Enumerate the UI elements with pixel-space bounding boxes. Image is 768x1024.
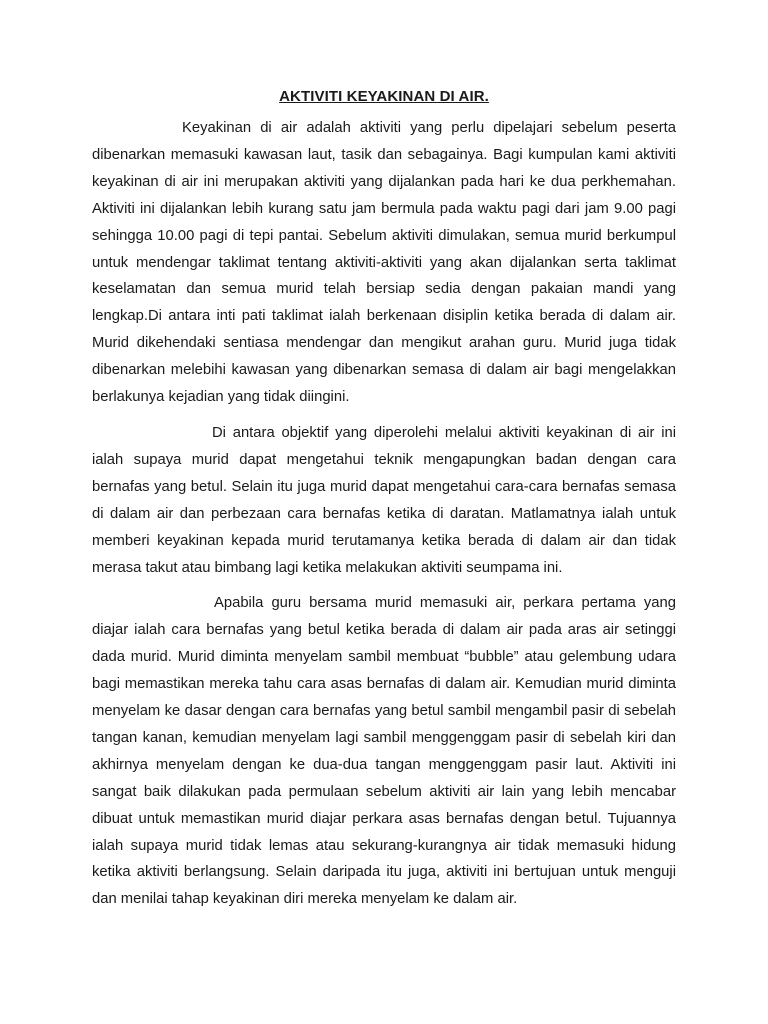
document-title: AKTIVITI KEYAKINAN DI AIR. — [279, 88, 489, 105]
document-page — [92, 88, 676, 922]
paragraph-2: Di antara objektif yang diperolehi melalui aktiviti keyakinan di air ini ialah supaya murid dapat mengetahui teknik mengapungkan badan dengan cara bernafas yang betul. Selain itu juga murid dapat mengetahui cara-cara bernafas semasa di dalam air dan perbezaan cara bernafas ketika di daratan. Matlamatnya ialah untuk memberi keyakinan kepada murid terutamanya ketika berada di dalam air dan tidak merasa takut atau bimbang lagi ketika melakukan aktiviti seumpama ini. — [92, 424, 676, 576]
paragraph-1: Keyakinan di air adalah aktiviti yang perlu dipelajari sebelum peserta dibenarkan memasuki kawasan laut, tasik dan sebagainya. Bagi kumpulan kami aktiviti keyakinan di air ini merupakan aktiviti yang dijalankan pada hari ke dua perkhemahan. Aktiviti ini dijalankan lebih kurang satu jam bermula pada waktu pagi dari jam 9.00 pagi sehingga 10.00 pagi di tepi pantai. Sebelum aktiviti dimulakan, semua murid berkumpul untuk mendengar taklimat tentang aktiviti-aktiviti yang akan dijalankan serta taklimat keselamatan dan semua murid telah bersiap sedia dengan pakaian mandi yang lengkap.Di antara inti pati taklimat ialah berkenaan disiplin ketika berada di dalam air. Murid dikehendaki sentiasa mendengar dan mengikut arahan guru. Murid juga tidak dibenarkan melebihi kawasan yang dibenarkan semasa di dalam air bagi mengelakkan berlakunya kejadian yang tidak diingini. — [92, 120, 676, 406]
paragraph-3: Apabila guru bersama murid memasuki air, perkara pertama yang diajar ialah cara bernafas yang betul ketika berada di dalam air pada aras air setinggi dada murid. Murid diminta menyelam sambil membuat “bubble” atau gelembung udara bagi memastikan mereka tahu cara asas bernafas di dalam air. Kemudian murid diminta menyelam ke dasar dengan cara bernafas yang betul sambil mengambil pasir di sebelah tangan kanan, kemudian menyelam lagi sambil menggenggam pasir di sebelah kiri dan akhirnya menyelam dengan ke dua-dua tangan menggenggam pasir laut. Aktiviti ini sangat baik dilakukan pada permulaan sebelum aktiviti air lain yang lebih mencabar dibuat untuk memastikan murid diajar perkara asas bernafas dengan betul. Tujuannya ialah supaya murid tidak lemas atau sekurang-kurangnya air tidak memasuki hidung ketika aktiviti berlangsung. Selain daripada itu juga, aktiviti ini bertujuan untuk menguji dan menilai tahap keyakinan diri mereka menyelam ke dalam air. — [92, 595, 676, 908]
